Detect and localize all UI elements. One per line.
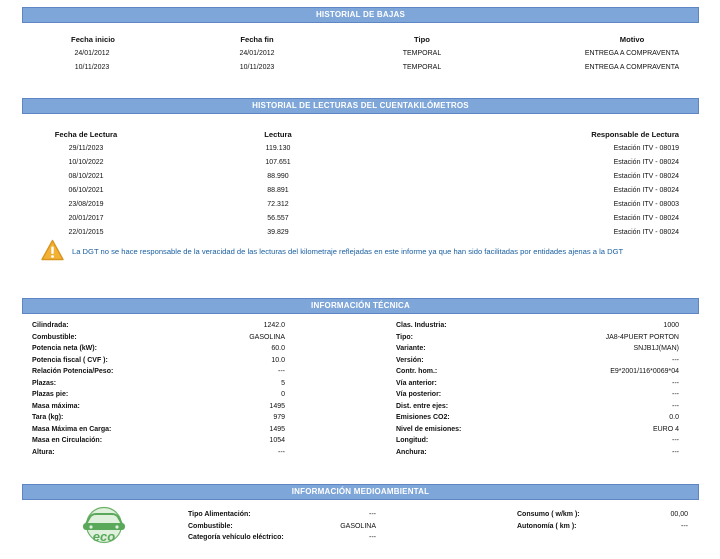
col-header: Motivo: [619, 35, 645, 44]
field-value: 5: [281, 379, 285, 387]
field-value: ---: [672, 448, 679, 456]
field-label: Nivel de emisiones:: [396, 425, 462, 433]
table-cell: 72.312: [267, 201, 289, 208]
field-value: 1495: [269, 425, 285, 433]
field-label: Cilindrada:: [32, 322, 69, 329]
field-label: Combustible:: [188, 522, 233, 530]
table-cell: Estación ITV - 08024: [613, 159, 679, 166]
field-value: ---: [278, 448, 285, 456]
field-value: EURO 4: [652, 425, 679, 433]
table-cell: ENTREGA A COMPRAVENTA: [584, 64, 680, 71]
table-cell: Estación ITV - 08019: [613, 145, 679, 152]
field-value: 0.0: [669, 414, 679, 421]
field-label: Altura:: [32, 448, 55, 456]
field-label: Autonomía ( km ):: [517, 522, 577, 530]
col-header: Fecha inicio: [71, 35, 115, 44]
table-cell: 39.829: [267, 229, 289, 236]
field-value: SNJB1J(MAN): [633, 345, 679, 352]
field-value: ---: [672, 437, 679, 444]
field-label: Relación Potencia/Peso:: [32, 368, 114, 375]
field-label: Anchura:: [396, 448, 427, 456]
field-value: GASOLINA: [249, 333, 285, 341]
field-label: Vía anterior:: [396, 379, 437, 387]
table-cell: 06/10/2021: [68, 187, 104, 194]
field-label: Clas. Industria:: [396, 322, 447, 329]
table-cell: Estación ITV - 08003: [613, 201, 679, 208]
field-label: Tara (kg):: [32, 414, 64, 421]
field-label: Masa en Circulación:: [32, 437, 103, 444]
table-cell: 56.557: [267, 215, 289, 222]
field-label: Longitud:: [396, 437, 429, 444]
table-cell: 10/11/2023: [74, 64, 110, 71]
field-value: ---: [672, 379, 679, 387]
section-title: HISTORIAL DE BAJAS: [315, 10, 406, 19]
field-label: Consumo ( w/km ):: [517, 511, 580, 518]
field-value: ---: [672, 391, 679, 398]
section-bar-tecnica: [22, 298, 699, 314]
field-value: ---: [369, 534, 376, 541]
field-label: Tipo Alimentación:: [188, 511, 251, 518]
table-cell: TEMPORAL: [402, 64, 442, 71]
field-value: ---: [681, 522, 688, 530]
field-value: 979: [273, 414, 285, 421]
table-cell: 24/01/2012: [74, 50, 110, 57]
col-header: Lectura: [264, 130, 292, 139]
field-label: Masa Máxima en Carga:: [32, 425, 112, 433]
table-cell: Estación ITV - 08024: [613, 215, 679, 222]
field-label: Potencia neta (kW):: [32, 345, 97, 352]
table-cell: 29/11/2023: [68, 145, 104, 152]
field-value: 00,00: [670, 511, 688, 518]
eco-badge-text: eco: [92, 529, 116, 544]
field-value: JA8-4PUERT PORTON: [605, 333, 679, 341]
field-value: 1242.0: [263, 322, 285, 329]
col-header: Fecha fin: [240, 35, 274, 44]
table-cell: Estación ITV - 08024: [613, 187, 679, 194]
field-label: Masa máxima:: [32, 402, 80, 410]
table-cell: TEMPORAL: [402, 50, 442, 57]
table-cell: 107.651: [265, 159, 291, 166]
table-cell: Estación ITV - 08024: [613, 173, 679, 180]
table-cell: 23/08/2019: [68, 201, 104, 208]
field-label: Combustible:: [32, 333, 77, 341]
field-label: Variante:: [396, 345, 426, 352]
section-title: INFORMACIÓN MEDIOAMBIENTAL: [291, 487, 430, 496]
field-value: ---: [672, 356, 679, 364]
field-value: GASOLINA: [340, 522, 376, 530]
table-cell: 88.990: [267, 173, 289, 180]
odometer-disclaimer: La DGT no se hace responsable de la veracidad de las lecturas del kilometraje reflejadas en este informe ya que han sido facilitadas por entidades ajenas a la DGT: [72, 247, 624, 256]
field-label: Vía posterior:: [396, 391, 442, 398]
table-cell: 88.891: [267, 187, 289, 194]
section-bar-bajas: [22, 7, 699, 23]
field-value: E9*2001/116*0069*04: [610, 368, 679, 375]
section-title: INFORMACIÓN TÉCNICA: [311, 301, 410, 310]
warning-icon: [41, 239, 64, 261]
col-header: Tipo: [414, 35, 430, 44]
field-value: 1495: [269, 402, 285, 410]
field-value: ---: [278, 368, 285, 375]
table-cell: Estación ITV - 08024: [613, 229, 679, 236]
field-label: Plazas:: [32, 379, 57, 387]
field-value: 10.0: [271, 356, 285, 364]
col-header: Responsable de Lectura: [591, 130, 679, 139]
field-label: Versión:: [396, 356, 424, 364]
field-label: Categoría vehículo eléctrico:: [188, 534, 284, 541]
field-label: Emisiones CO2:: [396, 414, 450, 421]
field-value: 0: [281, 391, 285, 398]
section-title: HISTORIAL DE LECTURAS DEL CUENTAKILÓMETROS: [252, 101, 469, 110]
table-cell: 20/01/2017: [68, 215, 104, 222]
field-value: 1000: [663, 322, 679, 329]
table-cell: 08/10/2021: [68, 173, 104, 180]
col-header: Fecha de Lectura: [54, 130, 118, 139]
table-cell: 22/01/2015: [68, 229, 104, 236]
field-value: ---: [672, 402, 679, 410]
table-cell: 10/10/2022: [68, 159, 104, 166]
field-label: Dist. entre ejes:: [396, 402, 449, 410]
table-cell: 10/11/2023: [239, 64, 275, 71]
section-bar-medioambiental: [22, 484, 699, 500]
field-value: 1054: [269, 437, 285, 444]
eco-badge-icon: [76, 506, 132, 544]
field-label: Potencia fiscal ( CVF ):: [32, 356, 108, 364]
table-cell: 119.130: [265, 145, 291, 152]
field-label: Plazas pie:: [32, 391, 69, 398]
table-cell: 24/01/2012: [239, 50, 275, 57]
field-value: 60.0: [271, 345, 285, 352]
table-cell: ENTREGA A COMPRAVENTA: [584, 50, 680, 57]
field-label: Contr. hom.:: [396, 368, 438, 375]
field-value: ---: [369, 511, 376, 518]
field-label: Tipo:: [396, 333, 413, 341]
section-bar-lecturas: [22, 98, 699, 114]
